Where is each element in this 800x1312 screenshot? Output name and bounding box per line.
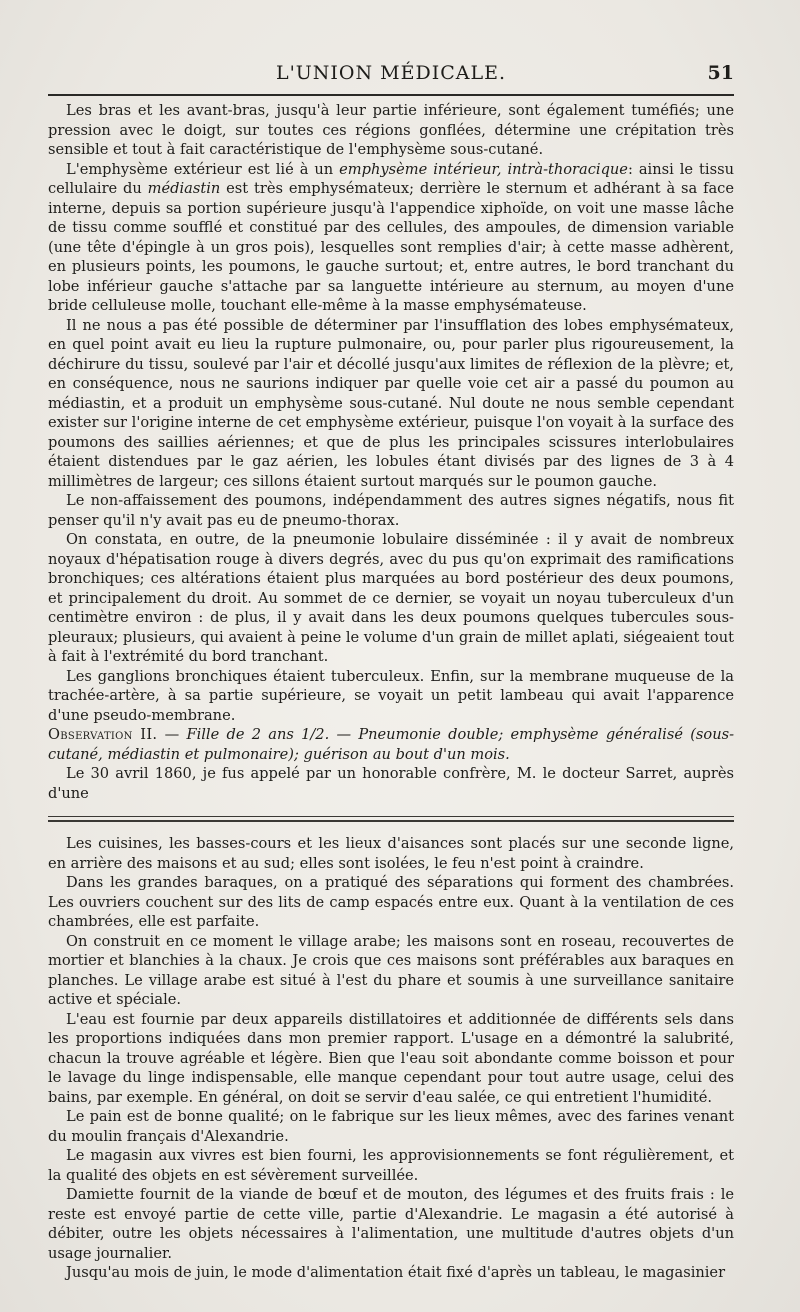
observation-dash: — bbox=[157, 726, 187, 743]
paragraph: Les cuisines, les basses-cours et les lieux d'aisances sont placés sur une seconde ligne, en arrière des maisons et au sud; elles sont isolées, le feu n'est point à craindre. bbox=[48, 835, 734, 872]
paragraph: Le non-affaissement des poumons, indépendamment des autres signes négatifs, nous fit penser qu'il n'y avait pas eu de pneumo-thorax. bbox=[48, 492, 734, 529]
emphasis: emphysème intérieur, intrà-thoracique bbox=[339, 160, 628, 178]
paragraph: Les ganglions bronchiques étaient tuberculeux. Enfin, sur la membrane muqueuse de la trachée-artère, à sa partie supérieure, se voyait un petit lambeau qui avait l'apparence d'une pseudo-membrane. bbox=[48, 667, 734, 724]
article-camp-report bbox=[48, 834, 734, 1283]
paragraph: Il ne nous a pas été possible de déterminer par l'insufflation des lobes emphysémateux, en quel point avait eu lieu la rupture pulmonaire, ou, pour parler plus rigoureusement, la déchirure du tissu, soulevé par l'air et décollé jusqu'aux limites de réflexion de la plèvre; et, en conséquence, nous ne saurions indiquer par quelle voie cet air a passé du poumon au médiastin, et a produit un emphysème sous-cutané. Nul doute ne nous semble cependant exister sur l'origine interne de cet emphysème extérieur, puisque l'on voyait à la surface des poumons des saillies aériennes; et que de plus les principales scissures interlobulaires étaient distendues par le gaz aérien, les lobules étant divisés par des lignes de 3 à 4 millimètres de largeur; ces sillons étaient surtout marqués sur le poumon gauche. bbox=[48, 316, 734, 490]
paragraph bbox=[48, 160, 734, 316]
paragraph: Dans les grandes baraques, on a pratiqué des séparations qui forment des chambrées. Les ouvriers couchent sur des lits de camp espacés entre eux. Quant à la ventilation de ces chambrées, elle est parfaite. bbox=[48, 874, 734, 930]
paragraph: L'eau est fournie par deux appareils distillatoires et additionnée de différents sels dans les proportions indiquées dans mon premier rapport. L'usage en a démontré la salubrité, chacun la trouve agréable et légère. Bien que l'eau soit abondante comme boisson et pour le lavage du linge indispensable, elle manque cependant pour tout autre usage, celui des bains, par exemple. En général, on doit se servir d'eau salée, ce qui entretient l'humidité. bbox=[48, 1010, 734, 1106]
article-emphysema bbox=[48, 101, 734, 803]
running-title: L'UNION MÉDICALE. bbox=[275, 62, 507, 84]
paragraph: Damiette fournit de la viande de bœuf et de mouton, des légumes et des fruits frais : le reste est envoyé partie de cette ville, partie d'Alexandrie. Le magasin a été autorisé à débiter, outre les objets nécessaires à l'alimentation, une multitude d'autres objets d'un usage journalier. bbox=[48, 1186, 734, 1262]
paragraph: Le pain est de bonne qualité; on le fabrique sur les lieux mêmes, avec des farines venant du moulin français d'Alexandrie. bbox=[48, 1108, 734, 1145]
emphasis: médiastin bbox=[147, 180, 221, 197]
paragraph: Les bras et les avant-bras, jusqu'à leur partie inférieure, sont également tuméfiés; une pression avec le doigt, sur toutes ces régions gonflées, détermine une crépitation très sensible et tout à fait caractéristique de l'emphysème sous-cutané. bbox=[48, 102, 734, 158]
text-run: L'emphysème extérieur est lié à un bbox=[66, 160, 340, 178]
page-number: 51 bbox=[707, 62, 734, 84]
observation-heading bbox=[48, 725, 734, 764]
paragraph: Le 30 avril 1860, je fus appelé par un honorable confrère, M. le docteur Sarret, auprès d'une bbox=[48, 765, 734, 802]
paragraph: On constata, en outre, de la pneumonie lobulaire disséminée : il y avait de nombreux noyaux d'hépatisation rouge à divers degrés, avec du pus qu'on exprimait des ramifications bronchiques; ces altérations étaient plus marquées au bord postérieur des deux poumons, et principalement du droit. Au sommet de ce dernier, se voyait un noyau tuberculeux d'un centimètre environ : de plus, il y avait dans les deux poumons quelques tubercules sous-pleuraux; plusieurs, qui avaient à peine le volume d'un grain de millet aplati, siégeaient tout à fait à l'extrémité du bord tranchant. bbox=[48, 531, 734, 665]
text-run: est très emphysémateux; derrière le sternum et adhérant à sa face interne, depuis sa portion supérieure jusqu'à l'appendice xiphoïde, on voit une masse lâche de tissu comme soufflé et constitué par des cellules, des ampoules, de dimension variable (une tête d'épingle à un gros pois), lesquelles sont remplies d'air; à cette masse adhèrent, en plusieurs points, les poumons, le gauche surtout; et, entre autres, le bord tranchant du lobe inférieur gauche s'attache par sa languette intérieure au sternum, au moyen d'une bride celluleuse molle, touchant elle-même à la masse emphysémateuse. bbox=[48, 180, 734, 314]
header-rule bbox=[48, 94, 734, 96]
page-header bbox=[48, 60, 734, 86]
observation-label: Observation II. bbox=[48, 726, 158, 743]
paragraph: Jusqu'au mois de juin, le mode d'alimentation était fixé d'après un tableau, le magasinier bbox=[66, 1264, 726, 1281]
text-run: : ainsi le tissu cellulaire du bbox=[48, 160, 734, 197]
section-divider bbox=[48, 816, 734, 822]
observation-detail: Fille de 2 ans 1/2. — Pneumonie double; emphysème généralisé (sous-cutané, médiastin et pulmonaire); guérison au bout d'un mois. bbox=[48, 726, 735, 763]
paragraph: On construit en ce moment le village arabe; les maisons sont en roseau, recouvertes de mortier et blanchies à la chaux. Je crois que ces maisons sont préférables aux baraques en planches. Le village arabe est situé à l'est du phare et soumis à une surveillance sanitaire active et spéciale. bbox=[48, 932, 734, 1008]
paragraph: Le magasin aux vivres est bien fourni, les approvisionnements se font régulièrement, et la qualité des objets en est sévèrement surveillée. bbox=[48, 1147, 734, 1184]
